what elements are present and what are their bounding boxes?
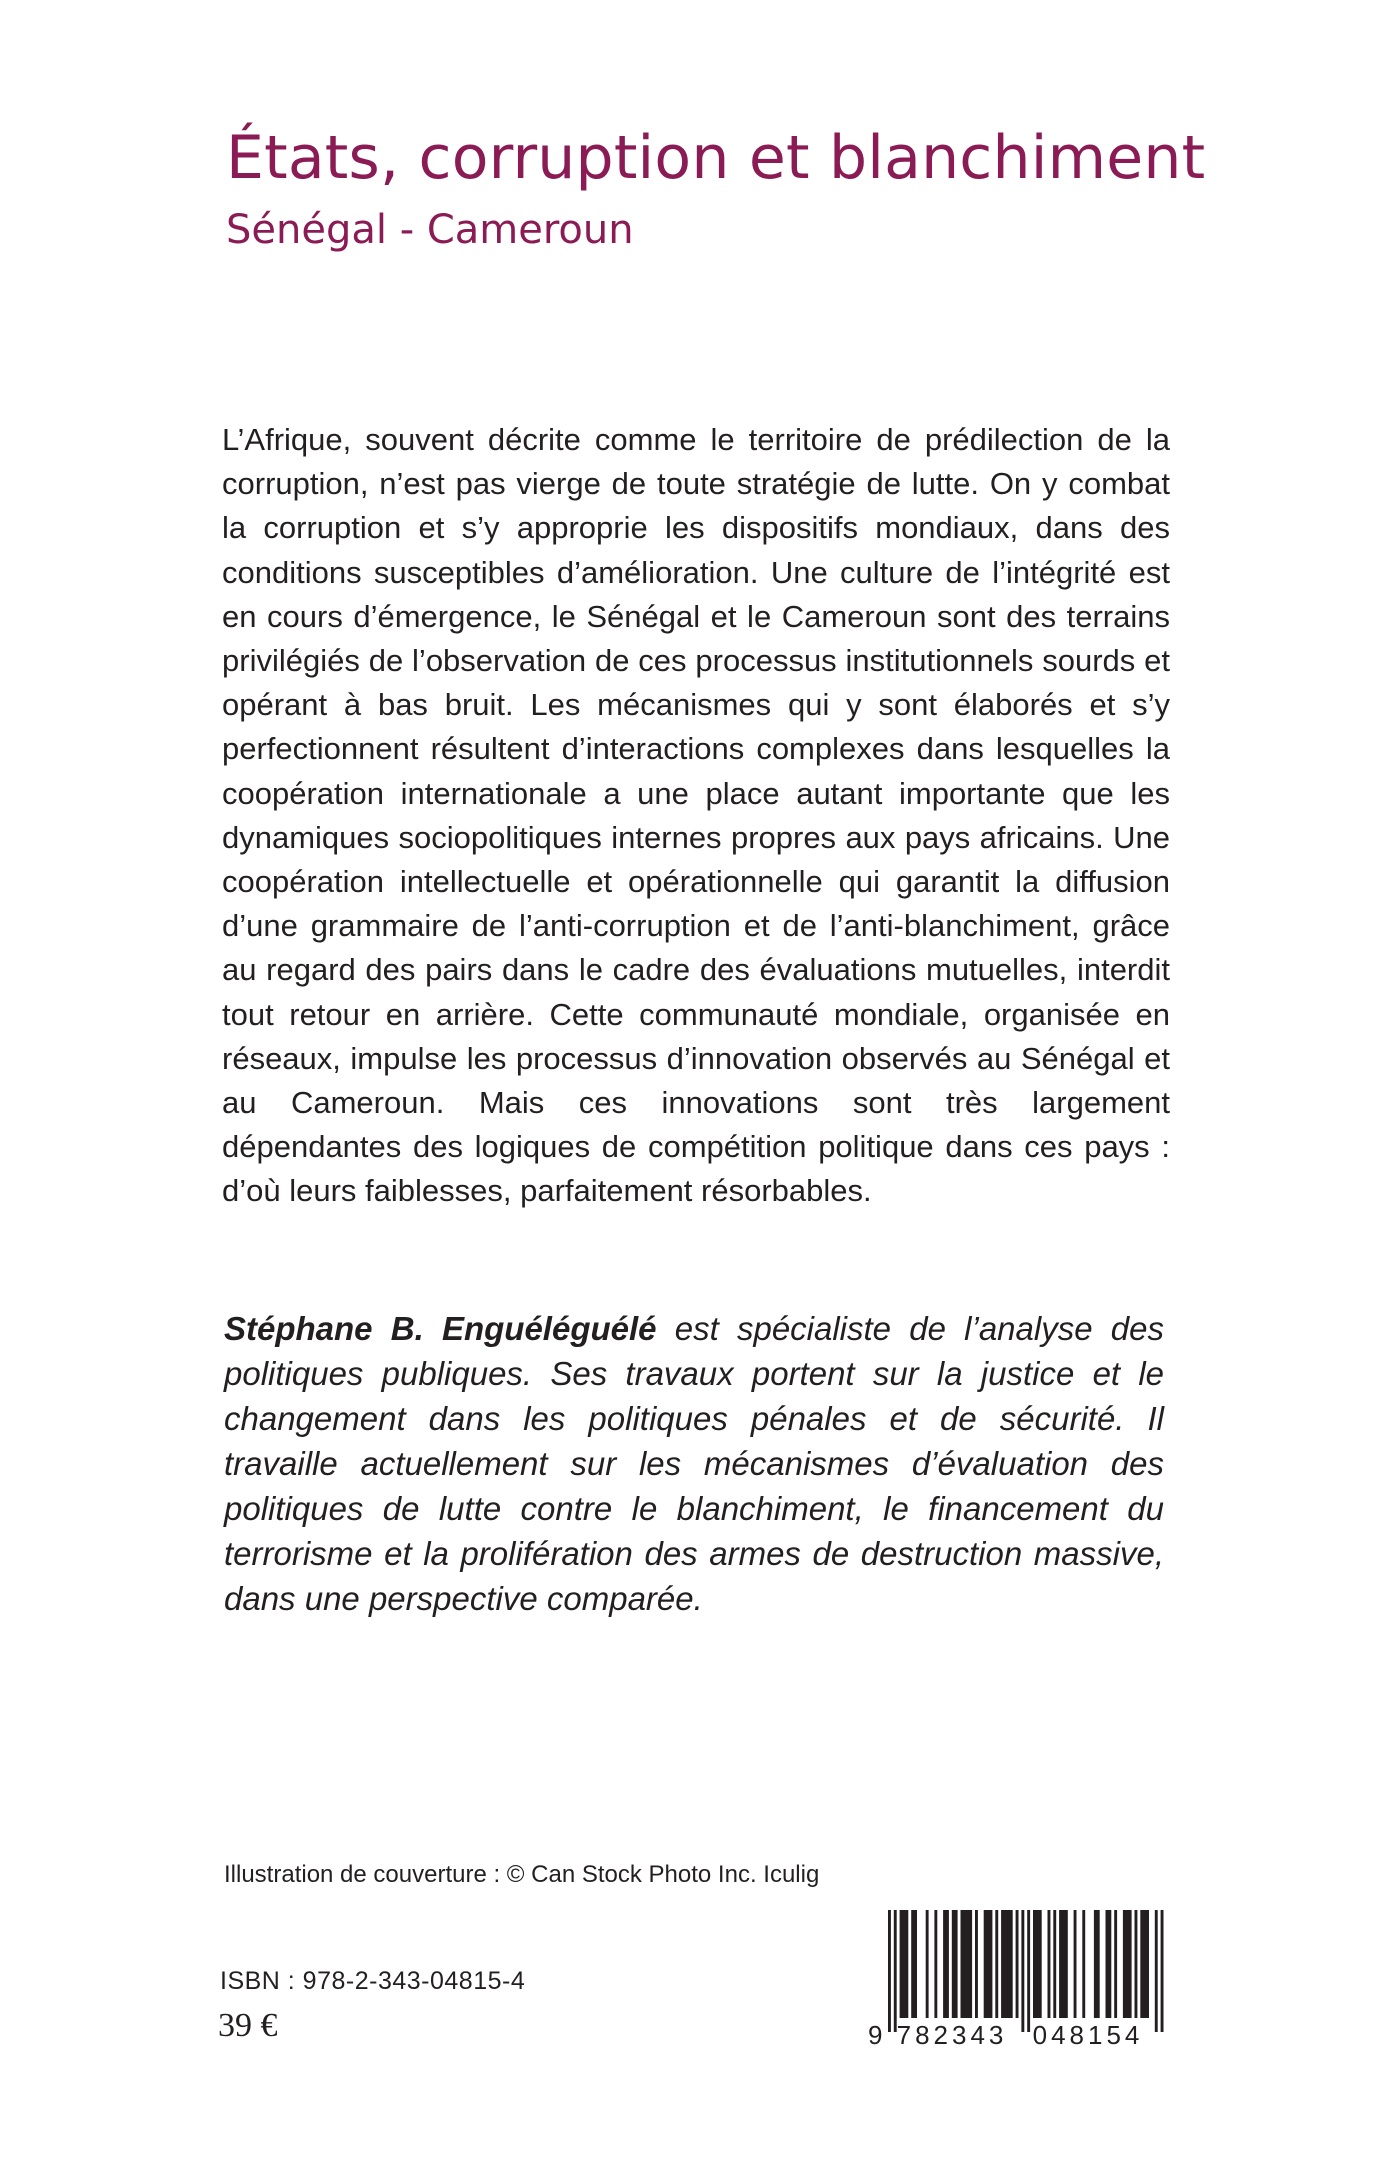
barcode-bar-19 <box>1053 1910 1056 2018</box>
barcode-bar-6 <box>934 1910 937 2018</box>
barcode-graphic <box>866 1906 1172 2050</box>
book-subtitle: Sénégal - Cameroun <box>226 207 634 253</box>
book-title: États, corruption et blanchiment <box>226 123 1206 193</box>
author-bio <box>224 1306 1164 1621</box>
barcode-bar-21 <box>1074 1910 1077 2018</box>
isbn-barcode <box>866 1906 1172 2050</box>
barcode-bar-11 <box>984 1910 993 2018</box>
barcode-right-digits: 048154 <box>1032 2020 1144 2050</box>
author-bio-text: est spécialiste de l’analyse des politiques publiques. Ses travaux portent sur la justice et le changement dans les politiques pénales et de sécurité. Il travaille actuellement sur les mécanismes d’évaluation des politiques de lutte contre le blanchiment, le financement du terrorisme et la prolifération des armes de destruction massive, dans une perspective comparée. <box>224 1310 1164 1617</box>
barcode-bar-15 <box>1021 1910 1024 2032</box>
barcode-bar-8 <box>952 1910 958 2018</box>
price: 39 € <box>218 2007 278 2044</box>
barcode-bar-7 <box>943 1910 949 2018</box>
author-name: Stéphane B. Enguéléguélé <box>224 1310 657 1347</box>
barcode-bar-5 <box>926 1910 929 2018</box>
book-blurb: L’Afrique, souvent décrite comme le territoire de prédilection de la corruption, n’est pas vierge de toute stratégie de lutte. On y combat la corruption et s’y approprie les dispositifs mondiaux, dans des conditions susceptibles d’amélioration. Une culture de l’intégrité est en cours d’émergence, le Sénégal et le Cameroun sont des terrains privilégiés de l’observation de ces processus institutionnels sourds et opérant à bas bruit. Les mécanismes qui y sont élaborés et s’y perfectionnent résultent d’interactions complexes dans lesquelles la coopération internationale a une place autant importante que les dynamiques sociopolitiques internes propres aux pays africains. Une coopération intellectuelle et opérationnelle qui garantit la diffusion d’une grammaire de l’anti-corruption et de l’anti-blanchiment, grâce au regard des pairs dans le cadre des évaluations mutuelles, interdit tout retour en arrière. Cette communauté mondiale, organisée en réseaux, impulse les processus d’innovation observés au Sénégal et au Cameroun. Mais ces innovations sont très largement dépendantes des logiques de compétition politique dans ces pays : d’où leurs faiblesses, parfaitement résorbables. <box>222 422 1170 1209</box>
barcode-bar-18 <box>1048 1910 1051 2018</box>
barcode-bar-1 <box>888 1910 891 2032</box>
barcode-bar-10 <box>975 1910 978 2018</box>
barcode-bar-22 <box>1082 1910 1085 2018</box>
barcode-bar-26 <box>1123 1910 1132 2018</box>
barcode-bar-12 <box>995 1910 998 2018</box>
barcode-bar-13 <box>1001 1910 1013 2018</box>
barcode-bar-17 <box>1033 1910 1042 2018</box>
barcode-bar-24 <box>1106 1910 1112 2018</box>
barcode-left-digits: 782343 <box>896 2020 1008 2050</box>
barcode-bar-2 <box>894 1910 897 2032</box>
cover-illustration-credit: Illustration de couverture : © Can Stock Photo Inc. Iculig <box>224 1861 820 1888</box>
barcode-bar-14 <box>1016 1910 1019 2018</box>
barcode-bar-30 <box>1161 1910 1164 2032</box>
barcode-bar-4 <box>911 1910 917 2018</box>
barcode-bar-20 <box>1059 1910 1068 2018</box>
barcode-bar-29 <box>1155 1910 1158 2032</box>
barcode-bars <box>888 1910 1164 2032</box>
barcode-first-digit: 9 <box>868 2020 883 2050</box>
barcode-bar-25 <box>1114 1910 1117 2018</box>
barcode-bar-9 <box>961 1910 973 2018</box>
barcode-bar-16 <box>1027 1910 1030 2032</box>
barcode-bar-28 <box>1140 1910 1149 2018</box>
isbn: ISBN : 978-2-343-04815-4 <box>220 1967 526 1995</box>
barcode-bar-23 <box>1094 1910 1100 2018</box>
barcode-bar-27 <box>1135 1910 1138 2018</box>
barcode-bar-3 <box>900 1910 909 2018</box>
